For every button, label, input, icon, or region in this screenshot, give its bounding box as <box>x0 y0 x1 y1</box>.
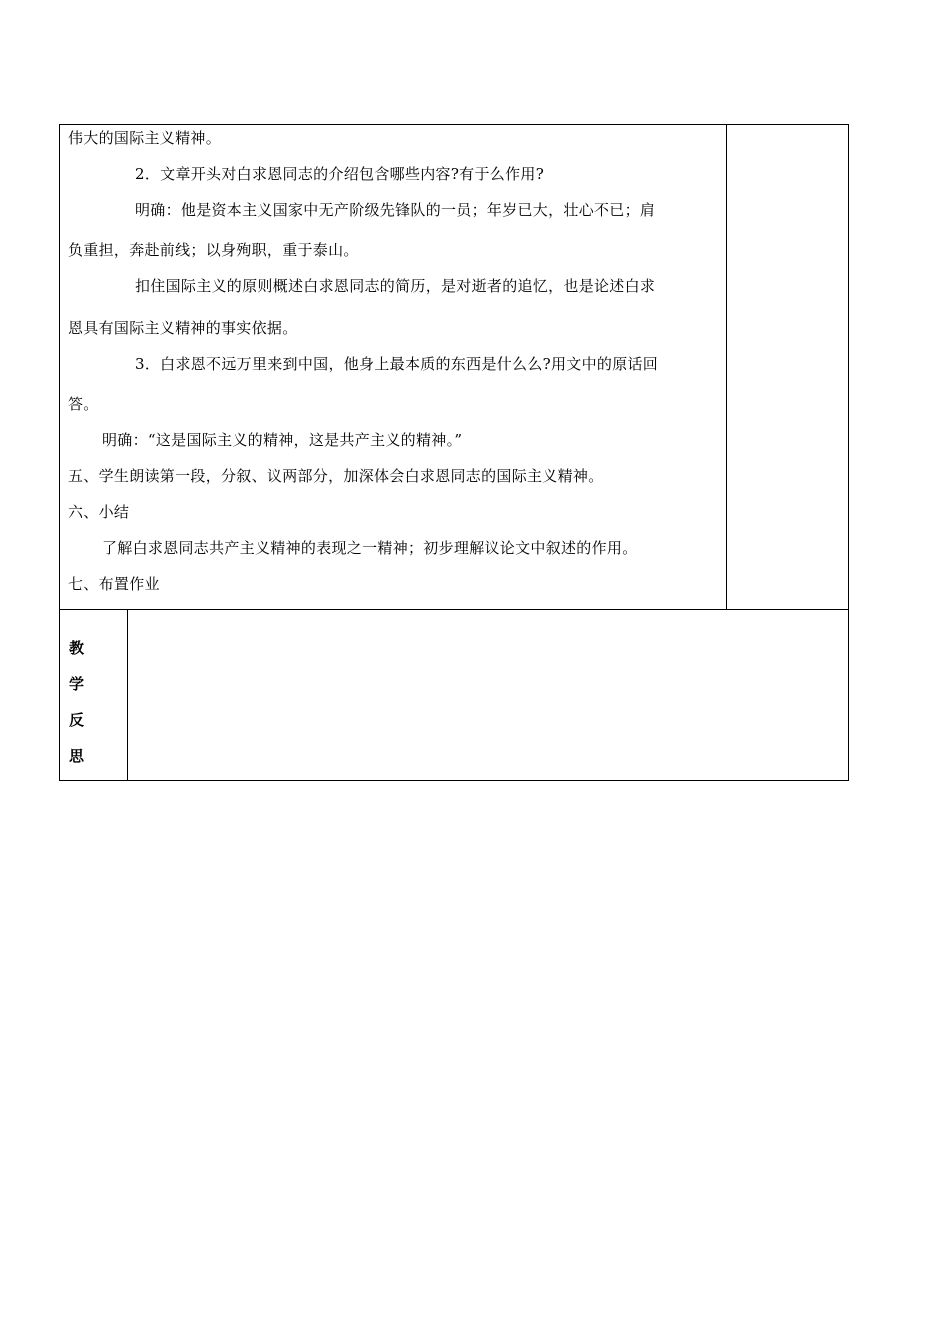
lesson-line: 明确：“这是国际主义的精神，这是共产主义的精神。” <box>102 431 463 449</box>
reflection-label-char: 教 <box>69 639 85 657</box>
lesson-line: 答。 <box>68 395 99 413</box>
table-right-border <box>848 124 849 781</box>
lesson-line: 恩具有国际主义精神的事实依据。 <box>68 319 298 337</box>
lesson-line: 负重担，奔赴前线；以身殉职，重于泰山。 <box>68 241 359 259</box>
lesson-line: 七、布置作业 <box>68 575 160 593</box>
reflection-label-char: 学 <box>69 675 85 693</box>
lesson-line: 六、小结 <box>68 503 130 521</box>
lesson-line: 扣住国际主义的原则概述白求恩同志的简历，是对逝者的追忆，也是论述白求 <box>135 277 656 295</box>
lesson-line: 2．文章开头对白求恩同志的介绍包含哪些内容?有于么作用? <box>135 165 545 183</box>
table-left-border <box>59 124 60 781</box>
table-bottom-border <box>59 780 849 781</box>
lesson-line: 伟大的国际主义精神。 <box>68 129 222 147</box>
content-column-divider <box>726 124 727 610</box>
lesson-line: 了解白求恩同志共产主义精神的表现之一精神；初步理解议论文中叙述的作用。 <box>102 539 638 557</box>
lesson-line: 3．白求恩不远万里来到中国，他身上最本质的东西是什么么?用文中的原话回 <box>135 355 659 373</box>
lesson-line: 明确：他是资本主义国家中无产阶级先锋队的一员；年岁已大，壮心不已；肩 <box>135 201 656 219</box>
reflection-label-char: 反 <box>69 711 85 729</box>
reflection-content-cell <box>128 610 848 780</box>
reflection-label-char: 思 <box>69 747 85 765</box>
table-top-border <box>59 124 849 125</box>
lesson-line: 五、学生朗读第一段，分叙、议两部分，加深体会白求恩同志的国际主义精神。 <box>68 467 604 485</box>
